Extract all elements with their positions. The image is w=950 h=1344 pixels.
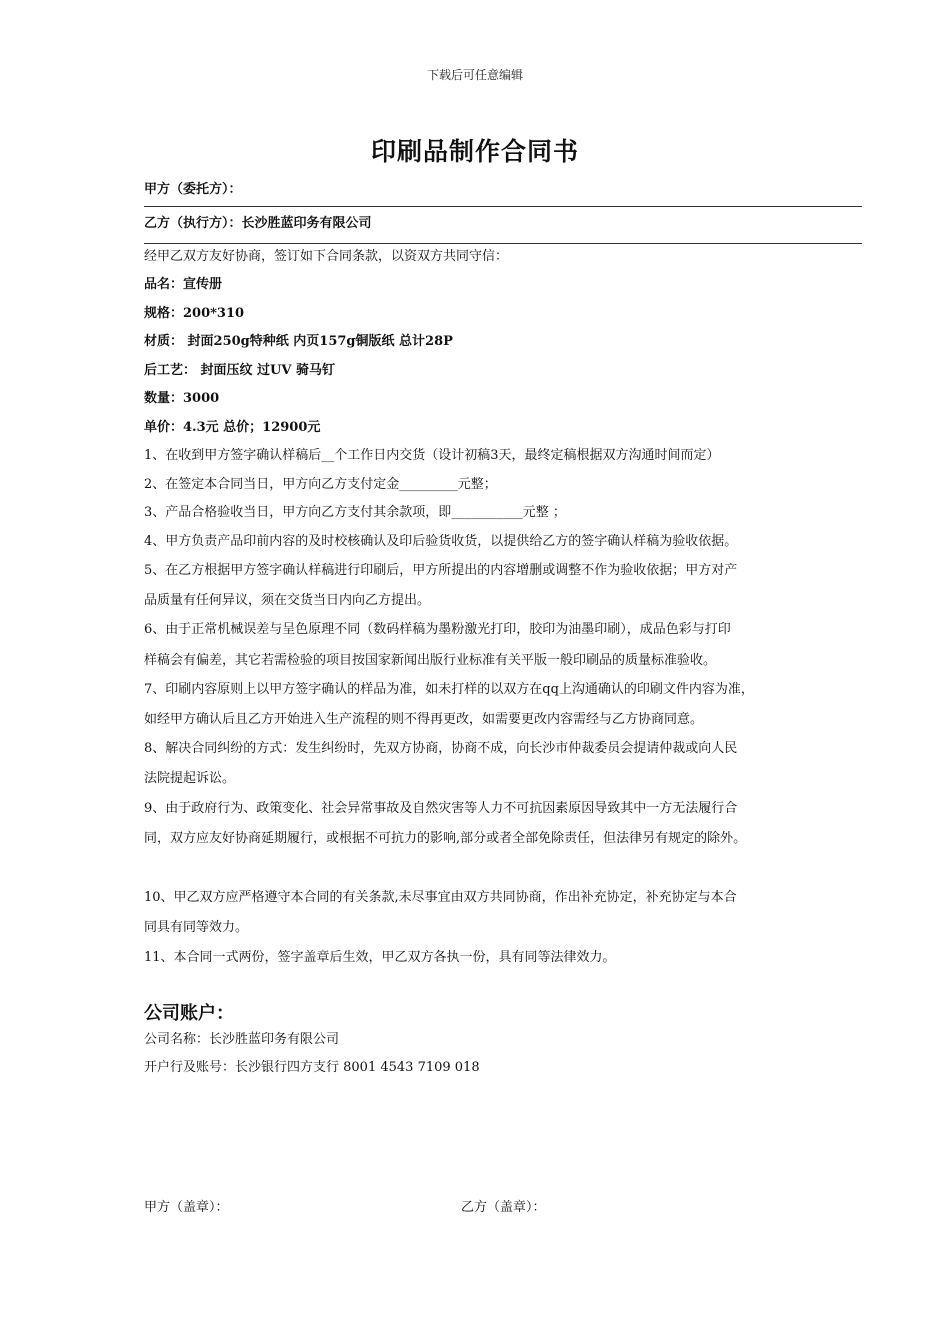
clause-line: 同，双方应友好协商延期履行，或根据不可抗力的影响,部分或者全部免除责任，但法律另有规定的除外。 [144,831,747,846]
product-price: 单价：4.3元 总价；12900元 [144,420,321,435]
clause-line: 同具有同等效力。 [144,920,249,935]
clause-line: 法院提起诉讼。 [144,771,236,786]
account-company: 公司名称：长沙胜蓝印务有限公司 [144,1032,340,1047]
clause-line: 2、在签定本合同当日，甲方向乙方支付定金_________元整； [144,477,497,492]
clause-line: 7、印刷内容原则上以甲方签字确认的样品为准，如未打样的以双方在qq上沟通确认的印刷文件内容为准， [144,682,754,697]
product-name: 品名：宣传册 [144,277,223,292]
document-title: 印刷品制作合同书 [370,137,579,166]
intro-text: 经甲乙双方友好协商，签订如下合同条款，以资双方共同守信： [144,249,509,264]
product-material: 材质： 封面250g特种纸 内页157g铜版纸 总计28P [144,334,453,349]
clause-line: 5、在乙方根据甲方签字确认样稿进行印刷后，甲方所提出的内容增删或调整不作为验收依据；甲方对产 [144,563,738,578]
product-finishing: 后工艺： 封面压纹 过UV 骑马钉 [144,363,336,378]
clause-line: 品质量有任何异议，须在交货当日内向乙方提出。 [144,593,431,608]
clause-line: 4、甲方负责产品印前内容的及时校核确认及印后验货收货，以提供给乙方的签字确认样稿为验收依据。 [144,534,738,549]
party-b-label: 乙方（执行方）：长沙胜蓝印务有限公司 [144,216,372,231]
divider [144,243,862,244]
signature-party-b: 乙方（盖章）： [461,1200,546,1215]
account-bank: 开户行及账号：长沙银行四方支行 8001 4543 7109 018 [144,1060,480,1075]
divider [144,206,862,207]
clause-line: 3、产品合格验收当日，甲方向乙方支付其余款项，即___________元整 ； [144,505,566,520]
clause-line: 如经甲方确认后且乙方开始进入生产流程的则不得再更改，如需要更改内容需经与乙方协商同意。 [144,712,704,727]
clause-line: 1、在收到甲方签字确认样稿后__个工作日内交货（设计初稿3天，最终定稿根据双方沟通时间而定） [144,448,720,463]
clause-line: 6、由于正常机械误差与呈色原理不同（数码样稿为墨粉激光打印，胶印为油墨印刷），成品色彩与打印 [144,622,731,637]
product-spec: 规格：200*310 [144,306,245,321]
product-quantity: 数量：3000 [144,391,220,406]
clause-line: 样稿会有偏差，其它若需检验的项目按国家新闻出版行业标准有关平版一般印刷品的质量标准验收。 [144,653,717,668]
clause-line: 10、甲乙双方应严格遵守本合同的有关条款,未尽事宜由双方共同协商，作出补充协定，补充协定与本合 [144,890,737,905]
signature-party-a: 甲方（盖章）： [144,1200,229,1215]
clause-line: 8、解决合同纠纷的方式：发生纠纷时，先双方协商，协商不成，向长沙市仲裁委员会提请仲裁或向人民 [144,741,738,756]
clause-line: 11、本合同一式两份，签字盖章后生效，甲乙双方各执一份，具有同等法律效力。 [144,950,616,965]
clause-line: 9、由于政府行为、政策变化、社会异常事故及自然灾害等人力不可抗因素原因导致其中一方无法履行合 [144,801,738,816]
account-section-title: 公司账户： [144,1003,234,1024]
header-note: 下载后可任意编辑 [426,68,523,82]
party-a-label: 甲方（委托方）： [144,182,242,197]
